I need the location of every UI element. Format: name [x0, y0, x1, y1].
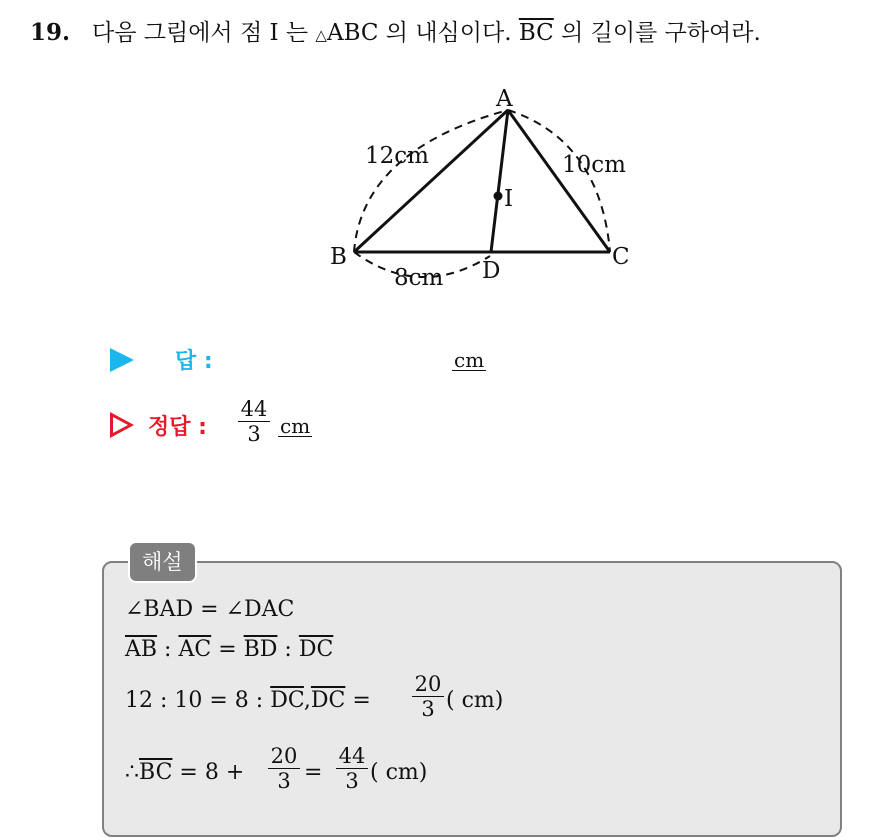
label-d: D — [482, 258, 501, 284]
seg-ab: $\overline{AB}$ — [125, 637, 158, 662]
side-ab — [354, 110, 508, 252]
label-b: B — [330, 244, 347, 270]
seg-dc: $\overline{DC}$ — [298, 637, 334, 662]
label-ac-length: 10cm — [562, 152, 626, 178]
label-ab-length: 12cm — [365, 143, 429, 169]
side-ac — [508, 110, 610, 252]
solution-line-1: ∠BAD = ∠DAC — [125, 597, 295, 622]
correct-fraction — [238, 397, 270, 446]
answer-unit: cm — [454, 348, 485, 372]
seg-bd: $\overline{BD}$ — [243, 637, 278, 662]
solution-tag: 해설 — [128, 541, 197, 583]
seg-dc: $\overline{DC}$ — [310, 688, 346, 713]
label-c: C — [612, 244, 630, 270]
solution-line-4: $\therefore\overline{BC} = 8$ + — [125, 760, 245, 785]
label-a: A — [496, 86, 513, 112]
question-text-after: 의 길이를 구하여라. — [553, 20, 761, 46]
triangle-name: ABC — [326, 20, 379, 46]
triangle-figure — [0, 0, 884, 340]
answer-arrow-icon — [110, 348, 134, 372]
answer-label: 답 : — [175, 349, 213, 374]
segment-bc: $\overline{BC}$ — [518, 20, 554, 46]
label-bd-length: 8cm — [394, 265, 444, 291]
seg-dc: $\overline{DC}$ — [270, 688, 304, 713]
solution-unit-3: ( cm) — [446, 688, 504, 713]
seg-ac: $\overline{AC}$ — [178, 637, 212, 662]
question-number: 19. — [30, 19, 71, 46]
bisector-ad — [491, 110, 508, 252]
label-i: I — [504, 186, 514, 212]
solution-unit-4: ( cm) — [370, 760, 428, 785]
question-text-middle: 의 내심이다. — [378, 20, 519, 46]
correct-numerator: 44 — [240, 397, 268, 421]
solution-line-2: $\overline{AB}$ : $\overline{AC} = \overline{BD}$ : $\overline{DC}$ — [125, 637, 334, 662]
correct-unit: cm — [280, 414, 311, 438]
solution-line-3: 12 : 10 = 8 : $\overline{DC},\overline{DC}$ = — [125, 688, 371, 713]
triangle-symbol: △ — [315, 26, 327, 44]
seg-bc: $\overline{BC}$ — [139, 760, 173, 785]
correct-label: 정답 : — [148, 415, 207, 440]
correct-denominator: 3 — [247, 422, 261, 446]
question-text-before: 다음 그림에서 점 I 는 — [92, 20, 316, 46]
solution-fraction-20-3-b: 20 3 — [268, 744, 300, 793]
incenter-point — [494, 192, 503, 201]
solution-fraction-20-3: 20 3 — [412, 672, 444, 721]
solution-fraction-44-3: 44 3 — [336, 744, 368, 793]
